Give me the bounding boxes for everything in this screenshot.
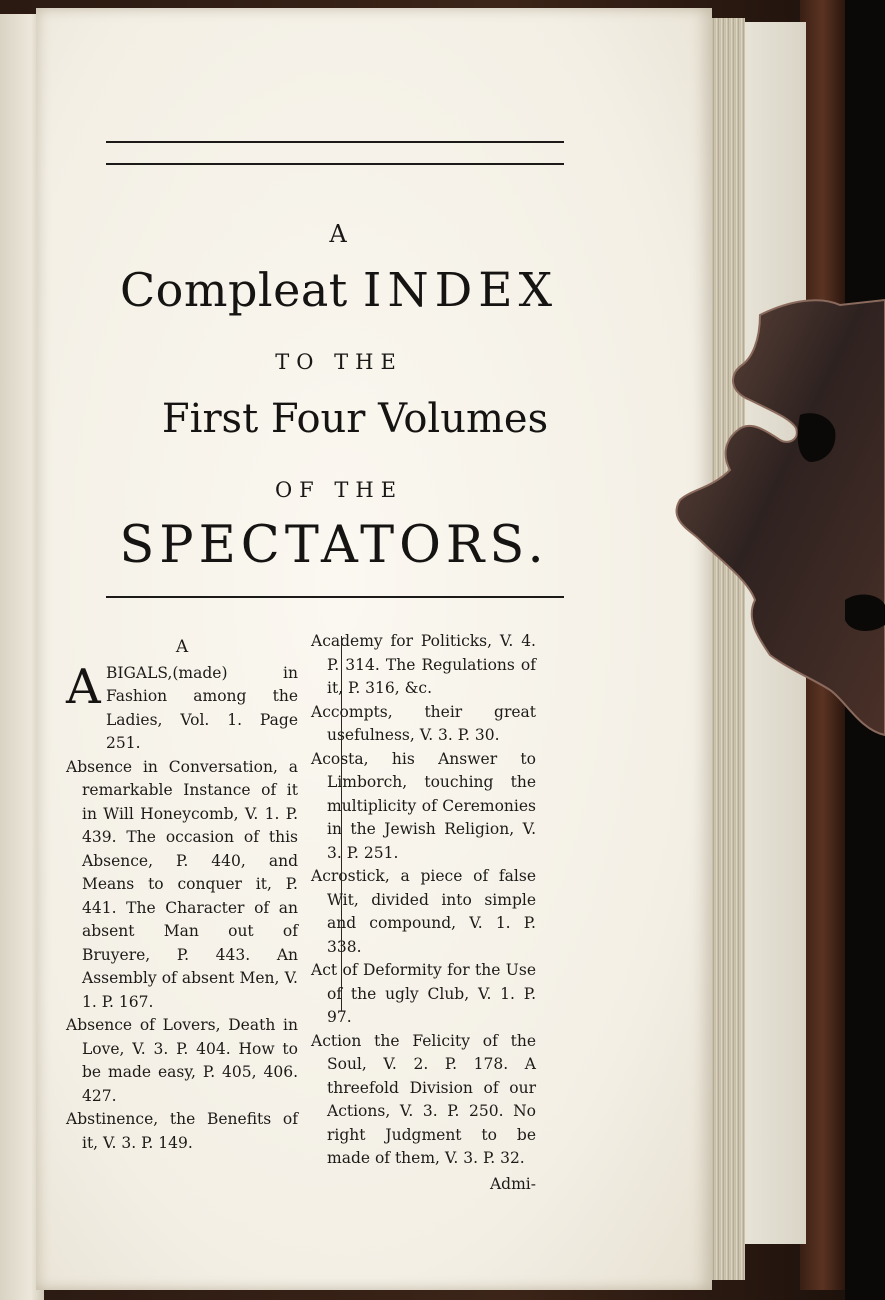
index-entry-2: Absence of Lovers, Death in Love, V. 3. P. 404. How to be made easy, P. 405, 406. 427. [66, 1016, 298, 1105]
title-line-volumes: First Four Volumes [161, 396, 549, 442]
title-line-of-the: OF THE [274, 478, 404, 502]
clip-notch [845, 595, 885, 631]
section-letter: A [175, 637, 189, 657]
drop-cap: A [66, 658, 101, 715]
index-entry-8: Act of Deformity for the Use of the ugly Club, V. 1. P. 97. [311, 961, 536, 1026]
clip-body [677, 300, 885, 735]
title-line-to-the: TO THE [275, 350, 403, 374]
index-entry-1: Absence in Conversation, a remarkable Instance of it in Will Honeycomb, V. 1. P. 439. The occasion of this Absence, P. 440, and Means to conquer it, P. 441. The Character of an absent Man out of Bruyere, P. 443. An Assembly of absent Men, V. 1. P. 167. [66, 757, 298, 1011]
index-entry-3: Abstinence, the Benefits of it, V. 3. P. 149. [66, 1110, 298, 1152]
index-entry-5: Accompts, their great usefulness, V. 3. P. 30. [311, 702, 536, 744]
index-entry-7: Acrostick, a piece of false Wit, divided into simple and compound, V. 1. P. 338. [311, 867, 536, 956]
title-line-a: A [329, 220, 349, 248]
index-entry-4: Academy for Politicks, V. 4. P. 314. The Regulations of it, P. 316, &c. [311, 632, 536, 697]
index-entry-6: Acosta, his Answer to Limborch, touching the multiplicity of Ceremonies in the Jewish Religion, V. 3. P. 251. [311, 749, 536, 862]
index-entry-text: BIGALS,(made) in Fashion among the Ladies, Vol. 1. Page 251. [106, 663, 298, 752]
index-entry-9: Action the Felicity of the Soul, V. 2. P. 178. A threefold Division of our Actions, V. 3. P. 250. No right Judgment to be made of them, V. 3. P. 32. [311, 1031, 536, 1167]
title-index: INDEX [362, 263, 559, 318]
title-line-spectators: SPECTATORS. [119, 516, 549, 575]
title-compleat: Compleat [119, 263, 348, 317]
catchword: Admi- [489, 1174, 536, 1193]
